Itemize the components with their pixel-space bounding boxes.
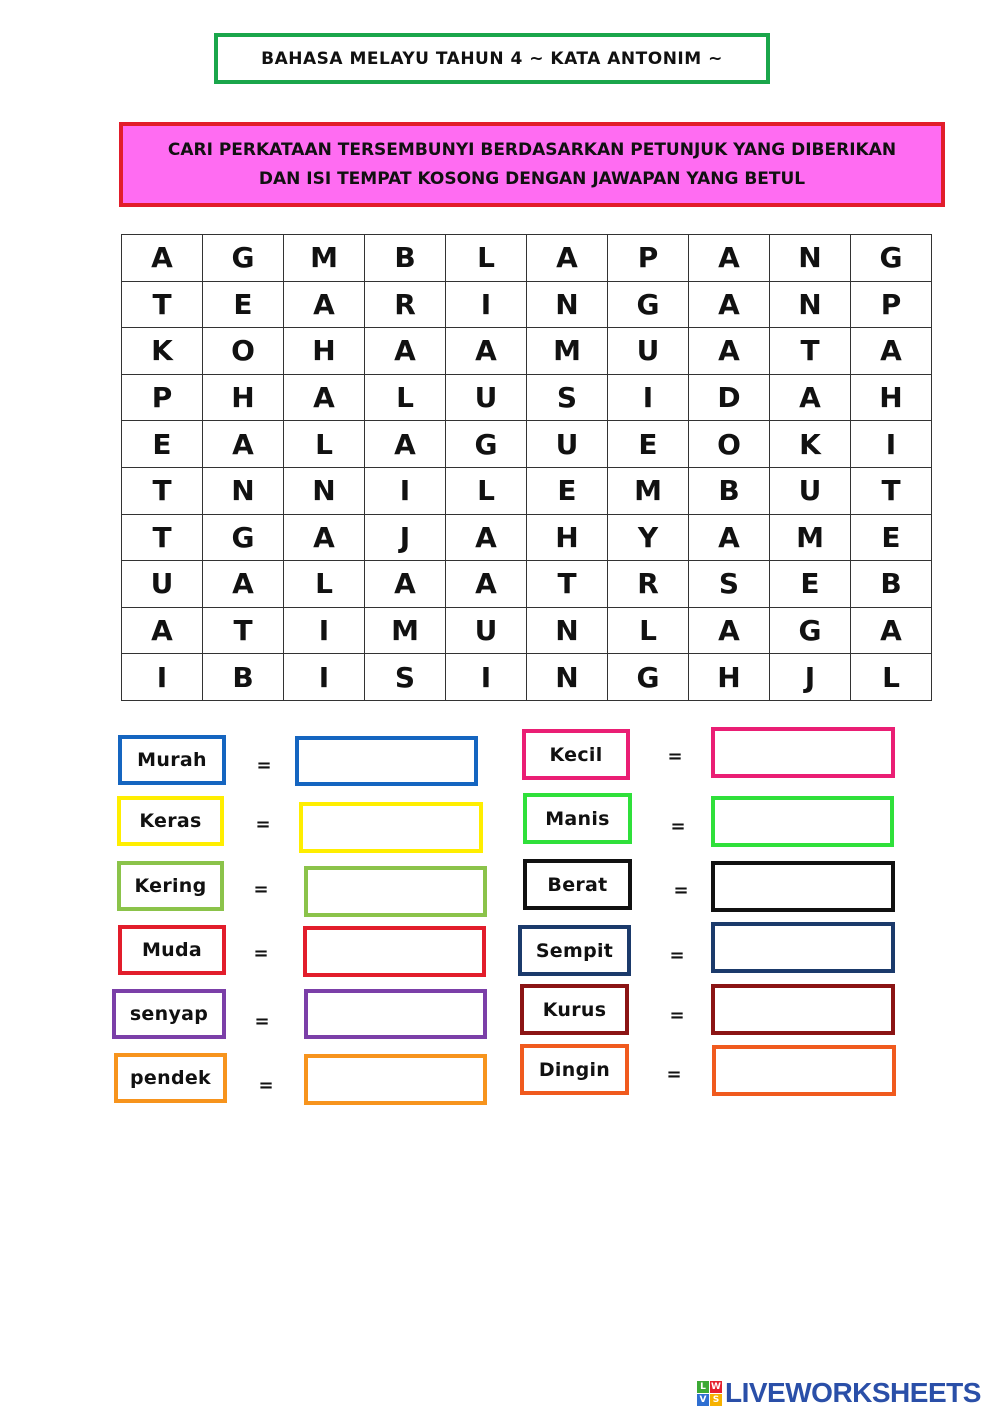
logo-block: W (711, 1381, 721, 1392)
grid-row (122, 654, 932, 701)
equals-sign: = (667, 746, 683, 767)
word-label: Keras (139, 810, 202, 832)
grid-row (122, 467, 932, 514)
instructions-line-2: DAN ISI TEMPAT KOSONG DENGAN JAWAPAN YANG BETUL (258, 168, 806, 189)
grid-cell: G (203, 514, 284, 561)
word-label: Kecil (549, 743, 603, 766)
grid-cell: A (122, 607, 203, 654)
worksheet-title: BAHASA MELAYU TAHUN 4 ~ KATA ANTONIM ~ (214, 33, 770, 84)
answer-field-manis[interactable] (711, 796, 894, 847)
equals-sign: = (255, 814, 271, 835)
grid-cell: H (527, 514, 608, 561)
grid-cell: A (527, 235, 608, 282)
grid-cell: A (446, 328, 527, 375)
equals-sign: = (253, 943, 269, 964)
grid-cell: R (608, 561, 689, 608)
grid-cell: G (851, 235, 932, 282)
grid-cell: A (689, 281, 770, 328)
grid-cell: I (608, 374, 689, 421)
grid-cell: I (284, 607, 365, 654)
answer-field-dingin[interactable] (712, 1045, 896, 1096)
word-sempit (518, 925, 631, 976)
grid-cell: A (203, 561, 284, 608)
grid-cell: N (284, 467, 365, 514)
equals-sign: = (669, 1005, 685, 1026)
grid-cell: A (284, 514, 365, 561)
grid-cell: P (608, 235, 689, 282)
grid-cell: K (770, 421, 851, 468)
grid-cell: A (365, 561, 446, 608)
word-murah (118, 735, 226, 785)
grid-cell: M (527, 328, 608, 375)
grid-cell: I (122, 654, 203, 701)
grid-cell: U (122, 561, 203, 608)
grid-cell: E (851, 514, 932, 561)
grid-row (122, 421, 932, 468)
grid-cell: U (446, 374, 527, 421)
grid-cell: S (689, 561, 770, 608)
grid-cell: B (689, 467, 770, 514)
grid-cell: E (770, 561, 851, 608)
word-keras (117, 796, 224, 846)
word-label: Berat (547, 873, 608, 896)
grid-cell: U (608, 328, 689, 375)
grid-cell: R (365, 281, 446, 328)
grid-cell: A (203, 421, 284, 468)
answer-field-sempit[interactable] (711, 922, 895, 973)
word-berat (523, 859, 632, 910)
grid-cell: M (770, 514, 851, 561)
grid-row (122, 514, 932, 561)
grid-cell: U (527, 421, 608, 468)
grid-cell: M (365, 607, 446, 654)
grid-cell: E (122, 421, 203, 468)
equals-sign: = (258, 1075, 274, 1096)
grid-cell: A (851, 607, 932, 654)
grid-cell: J (365, 514, 446, 561)
grid-cell: G (770, 607, 851, 654)
answer-field-kering[interactable] (304, 866, 487, 917)
grid-cell: T (122, 467, 203, 514)
word-muda (118, 925, 226, 975)
grid-cell: U (770, 467, 851, 514)
grid-cell: E (203, 281, 284, 328)
grid-cell: G (446, 421, 527, 468)
equals-sign: = (669, 945, 685, 966)
grid-cell: H (851, 374, 932, 421)
grid-cell: K (122, 328, 203, 375)
liveworksheets-logo-icon (697, 1381, 722, 1406)
grid-cell: B (203, 654, 284, 701)
grid-cell: T (122, 281, 203, 328)
grid-cell: T (527, 561, 608, 608)
answer-field-kurus[interactable] (711, 984, 895, 1035)
liveworksheets-wordmark: LIVEWORKSHEETS (725, 1377, 981, 1408)
grid-cell: L (851, 654, 932, 701)
grid-cell: D (689, 374, 770, 421)
grid-cell: A (284, 374, 365, 421)
logo-block: S (710, 1394, 722, 1406)
answer-field-pendek[interactable] (304, 1054, 487, 1105)
grid-cell: M (608, 467, 689, 514)
word-kecil (522, 729, 630, 780)
grid-cell: H (284, 328, 365, 375)
equals-sign: = (256, 755, 272, 776)
logo-block: V (697, 1394, 709, 1406)
grid-cell: N (527, 607, 608, 654)
grid-cell: G (608, 281, 689, 328)
grid-cell: M (284, 235, 365, 282)
word-label: Murah (137, 749, 207, 771)
grid-cell: B (365, 235, 446, 282)
grid-cell: P (122, 374, 203, 421)
grid-cell: I (284, 654, 365, 701)
grid-row (122, 328, 932, 375)
grid-cell: G (608, 654, 689, 701)
word-manis (523, 793, 632, 844)
grid-row (122, 281, 932, 328)
word-label: Sempit (535, 939, 614, 962)
grid-row (122, 374, 932, 421)
grid-cell: B (851, 561, 932, 608)
grid-cell: Y (608, 514, 689, 561)
word-kering (117, 861, 224, 911)
grid-cell: L (608, 607, 689, 654)
grid-row (122, 235, 932, 282)
word-label: Muda (141, 939, 203, 961)
grid-cell: I (365, 467, 446, 514)
grid-cell: J (770, 654, 851, 701)
grid-cell: A (689, 607, 770, 654)
word-label: Manis (545, 807, 610, 830)
grid-cell: A (851, 328, 932, 375)
liveworksheets-brand (697, 1376, 981, 1410)
grid-cell: I (446, 654, 527, 701)
equals-sign: = (254, 1011, 270, 1032)
grid-cell: T (770, 328, 851, 375)
equals-sign: = (670, 816, 686, 837)
grid-cell: N (527, 281, 608, 328)
grid-cell: A (122, 235, 203, 282)
grid-cell: L (446, 467, 527, 514)
grid-cell: L (284, 421, 365, 468)
word-label: Dingin (538, 1058, 611, 1081)
word-label: Kurus (542, 998, 607, 1021)
word-dingin (520, 1044, 629, 1095)
grid-cell: U (446, 607, 527, 654)
grid-row (122, 561, 932, 608)
grid-row (122, 607, 932, 654)
answer-field-kecil[interactable] (711, 727, 895, 778)
equals-sign: = (673, 880, 689, 901)
grid-cell: E (608, 421, 689, 468)
answer-field-keras[interactable] (299, 802, 483, 853)
answer-field-berat[interactable] (711, 861, 895, 912)
grid-cell: O (203, 328, 284, 375)
word-search-grid (121, 234, 932, 701)
answer-field-muda[interactable] (303, 926, 486, 977)
answer-field-murah[interactable] (295, 736, 478, 786)
grid-cell: P (851, 281, 932, 328)
grid-cell: O (689, 421, 770, 468)
grid-cell: N (203, 467, 284, 514)
grid-cell: T (851, 467, 932, 514)
grid-cell: A (770, 374, 851, 421)
word-label: Kering (134, 875, 207, 897)
instructions-box (119, 122, 945, 207)
grid-cell: S (365, 654, 446, 701)
grid-cell: H (203, 374, 284, 421)
grid-cell: A (689, 235, 770, 282)
grid-cell: A (365, 328, 446, 375)
grid-cell: N (770, 235, 851, 282)
grid-cell: A (689, 328, 770, 375)
instructions-line-1: CARI PERKATAAN TERSEMBUNYI BERDASARKAN PETUNJUK YANG DIBERIKAN (167, 139, 897, 160)
grid-cell: A (446, 514, 527, 561)
grid-cell: I (446, 281, 527, 328)
grid-cell: S (527, 374, 608, 421)
grid-cell: A (689, 514, 770, 561)
grid-cell: E (527, 467, 608, 514)
logo-block: L (697, 1381, 709, 1393)
grid-cell: L (446, 235, 527, 282)
equals-sign: = (253, 879, 269, 900)
word-pendek (114, 1053, 227, 1103)
grid-cell: A (365, 421, 446, 468)
grid-cell: L (365, 374, 446, 421)
word-kurus (520, 984, 629, 1035)
word-label: pendek (130, 1067, 211, 1089)
grid-cell: G (203, 235, 284, 282)
grid-cell: N (770, 281, 851, 328)
grid-cell: N (527, 654, 608, 701)
grid-cell: I (851, 421, 932, 468)
grid-cell: A (284, 281, 365, 328)
grid-cell: T (122, 514, 203, 561)
answer-field-senyap[interactable] (304, 989, 487, 1039)
grid-cell: L (284, 561, 365, 608)
word-label: senyap (129, 1003, 209, 1025)
grid-cell: H (689, 654, 770, 701)
word-senyap (112, 989, 226, 1039)
equals-sign: = (666, 1064, 682, 1085)
grid-cell: T (203, 607, 284, 654)
grid-cell: A (446, 561, 527, 608)
